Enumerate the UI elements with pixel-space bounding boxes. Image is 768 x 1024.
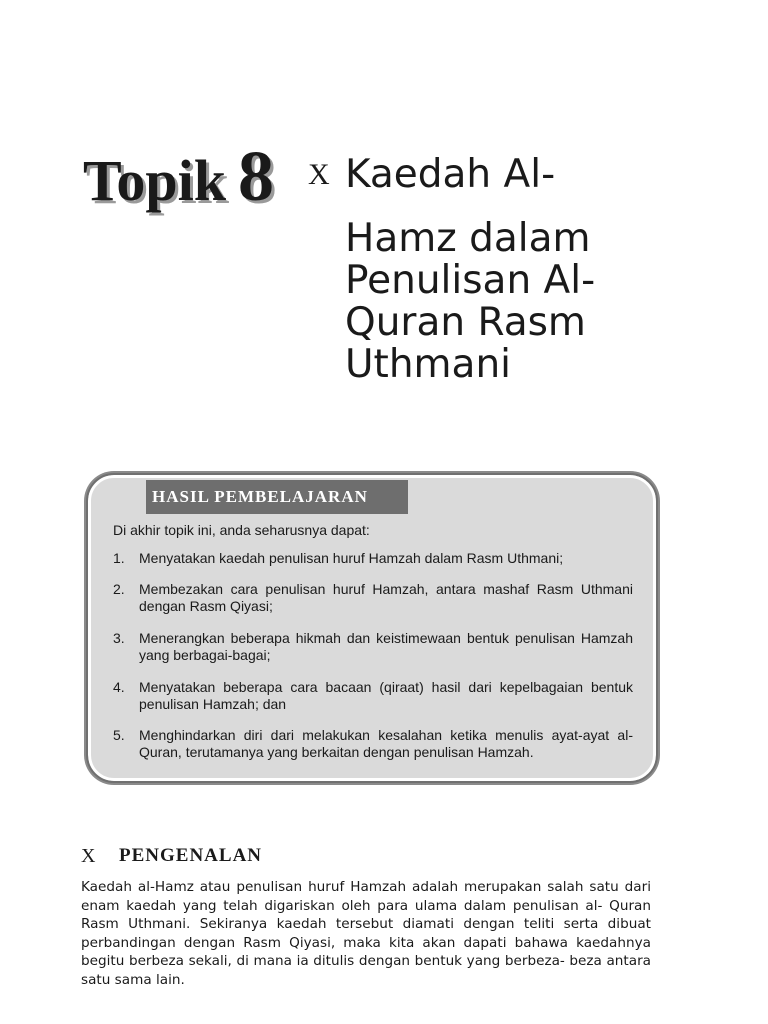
- list-item: [113, 630, 633, 664]
- list-item-text: Menghindarkan diri dari melakukan kesalahan ketika menulis ayat-ayat al-Quran, terutamanya yang berkaitan dengan penulisan Hamzah.: [139, 727, 633, 760]
- title-bullet: X: [308, 158, 330, 191]
- list-item-number: 1.: [113, 550, 125, 566]
- list-item: [113, 581, 633, 615]
- learning-outcomes-heading: HASIL PEMBELAJARAN: [146, 480, 408, 514]
- section-bullet: X: [81, 845, 96, 867]
- topic-label: [83, 136, 274, 216]
- list-item-number: 2.: [113, 581, 125, 597]
- list-item: [113, 727, 633, 761]
- list-item-number: 5.: [113, 727, 125, 743]
- title-line: Quran Rasm: [345, 300, 586, 345]
- learning-outcomes-intro: Di akhir topik ini, anda seharusnya dapat:: [113, 522, 370, 538]
- list-item-number: 4.: [113, 679, 125, 695]
- topic-word: Topik: [83, 148, 226, 213]
- list-item-text: Menyatakan beberapa cara bacaan (qiraat) hasil dari kepelbagaian bentuk penulisan Hamzah; dan: [139, 679, 633, 712]
- title-line: Uthmani: [345, 342, 511, 387]
- list-item-text: Menerangkan beberapa hikmah dan keistimewaan bentuk penulisan Hamzah yang berbagai-bagai;: [139, 630, 633, 663]
- title-line: Hamz dalam: [345, 216, 591, 261]
- list-item: [113, 550, 633, 567]
- list-item-number: 3.: [113, 630, 125, 646]
- topic-number: 8: [238, 136, 274, 216]
- title-line: Penulisan Al-: [345, 258, 596, 303]
- learning-outcomes-box: [88, 475, 656, 781]
- list-item: [113, 679, 633, 713]
- section-paragraph: Kaedah al-Hamz atau penulisan huruf Hamzah adalah merupakan salah satu dari enam kaedah yang telah digariskan oleh para ulama dalam penulisan al- Quran Rasm Uthmani. Sekiranya kaedah tersebut diamati dengan teliti serta dibuat perbandingan dengan Rasm Qiyasi, maka kita akan dapati bahawa kaedahnya begitu berbeza sekali, di mana ia ditulis dengan bentuk yang berbeza- beza antara satu sama lain.: [81, 879, 651, 988]
- section-title: PENGENALAN: [119, 845, 263, 866]
- list-item-text: Membezakan cara penulisan huruf Hamzah, antara mashaf Rasm Uthmani dengan Rasm Qiyasi;: [139, 581, 633, 614]
- list-item-text: Menyatakan kaedah penulisan huruf Hamzah dalam Rasm Uthmani;: [139, 550, 564, 566]
- title-line: Kaedah Al-: [345, 152, 556, 197]
